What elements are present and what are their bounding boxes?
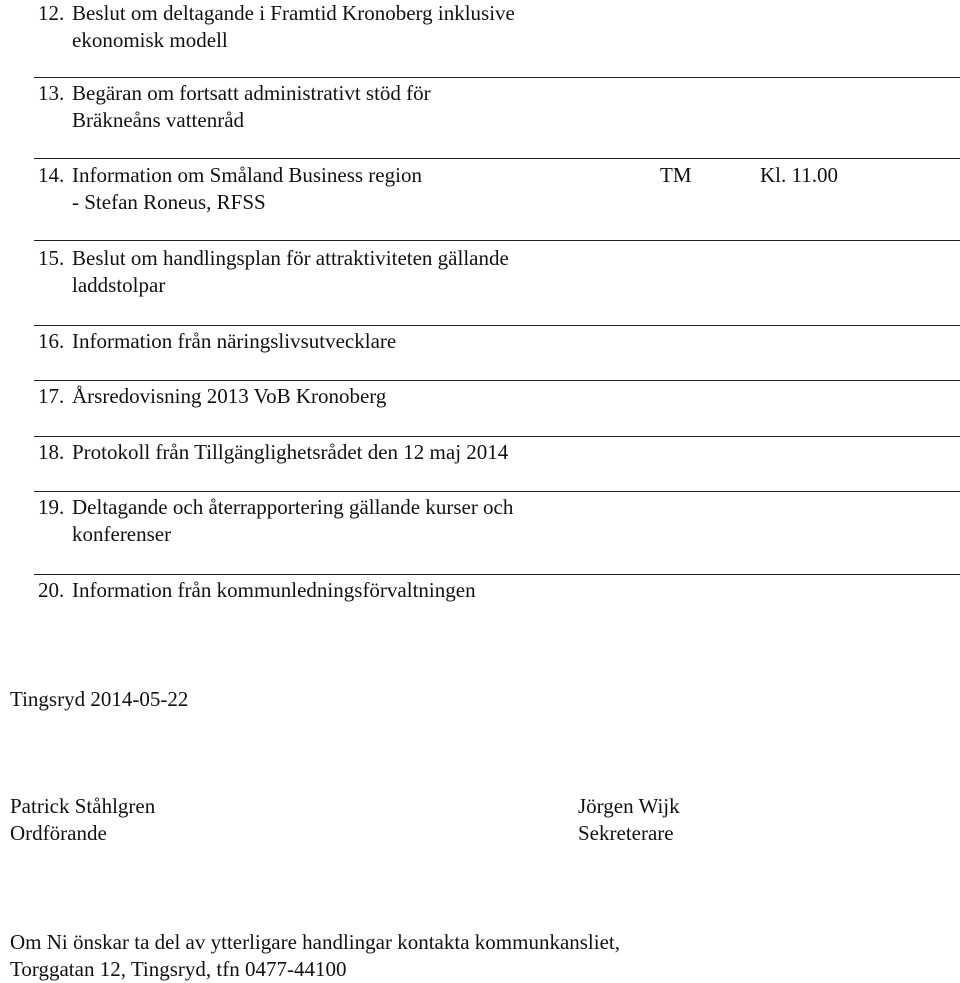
agenda-item-text: Information från kommunledningsförvaltningen bbox=[72, 578, 476, 602]
agenda-item-text: Beslut om handlingsplan för attraktiviteten gällande bbox=[72, 246, 509, 270]
agenda-item-text: konferenser bbox=[72, 522, 172, 546]
agenda-item-number: 14. bbox=[38, 163, 65, 187]
footer-contact-line-1: Om Ni önskar ta del av ytterligare handlingar kontakta kommunkansliet, bbox=[10, 930, 621, 954]
divider bbox=[34, 158, 960, 159]
agenda-item-number: 17. bbox=[38, 384, 65, 408]
agenda-item-text: Information om Småland Business region bbox=[72, 163, 422, 187]
agenda-item-text: ekonomisk modell bbox=[72, 28, 228, 52]
divider bbox=[34, 436, 960, 437]
place-date: Tingsryd 2014-05-22 bbox=[10, 687, 189, 711]
agenda-item-number: 19. bbox=[38, 495, 65, 519]
agenda-item-number: 20. bbox=[38, 578, 65, 602]
agenda-item-text: Bräkneåns vattenråd bbox=[72, 108, 245, 132]
agenda-item-number: 16. bbox=[38, 329, 65, 353]
signature-left-name: Patrick Ståhlgren bbox=[10, 794, 156, 818]
agenda-item-text: Årsredovisning 2013 VoB Kronoberg bbox=[72, 384, 387, 408]
footer-contact-line-2: Torggatan 12, Tingsryd, tfn 0477-44100 bbox=[10, 957, 347, 981]
agenda-item-number: 15. bbox=[38, 246, 65, 270]
agenda-item-text: Deltagande och återrapportering gällande kurser och bbox=[72, 495, 514, 519]
signature-left-role: Ordförande bbox=[10, 821, 107, 845]
divider bbox=[34, 491, 960, 492]
agenda-item-text: - Stefan Roneus, RFSS bbox=[72, 190, 266, 214]
signature-right-name: Jörgen Wijk bbox=[578, 794, 680, 818]
agenda-item-text: Beslut om deltagande i Framtid Kronoberg inklusive bbox=[72, 1, 515, 25]
divider bbox=[34, 77, 960, 78]
divider bbox=[34, 240, 960, 241]
agenda-time: Kl. 11.00 bbox=[760, 163, 838, 187]
agenda-item-number: 12. bbox=[38, 1, 65, 25]
agenda-item-text: laddstolpar bbox=[72, 273, 166, 297]
divider bbox=[34, 325, 960, 326]
agenda-item-number: 18. bbox=[38, 440, 65, 464]
agenda-item-text: Information från näringslivsutvecklare bbox=[72, 329, 397, 353]
divider bbox=[34, 380, 960, 381]
agenda-item-text: Begäran om fortsatt administrativt stöd för bbox=[72, 81, 431, 105]
divider bbox=[34, 574, 960, 575]
presenter-initials: TM bbox=[660, 163, 692, 187]
agenda-item-text: Protokoll från Tillgänglighetsrådet den 12 maj 2014 bbox=[72, 440, 509, 464]
agenda-item-number: 13. bbox=[38, 81, 65, 105]
signature-right-role: Sekreterare bbox=[578, 821, 674, 845]
